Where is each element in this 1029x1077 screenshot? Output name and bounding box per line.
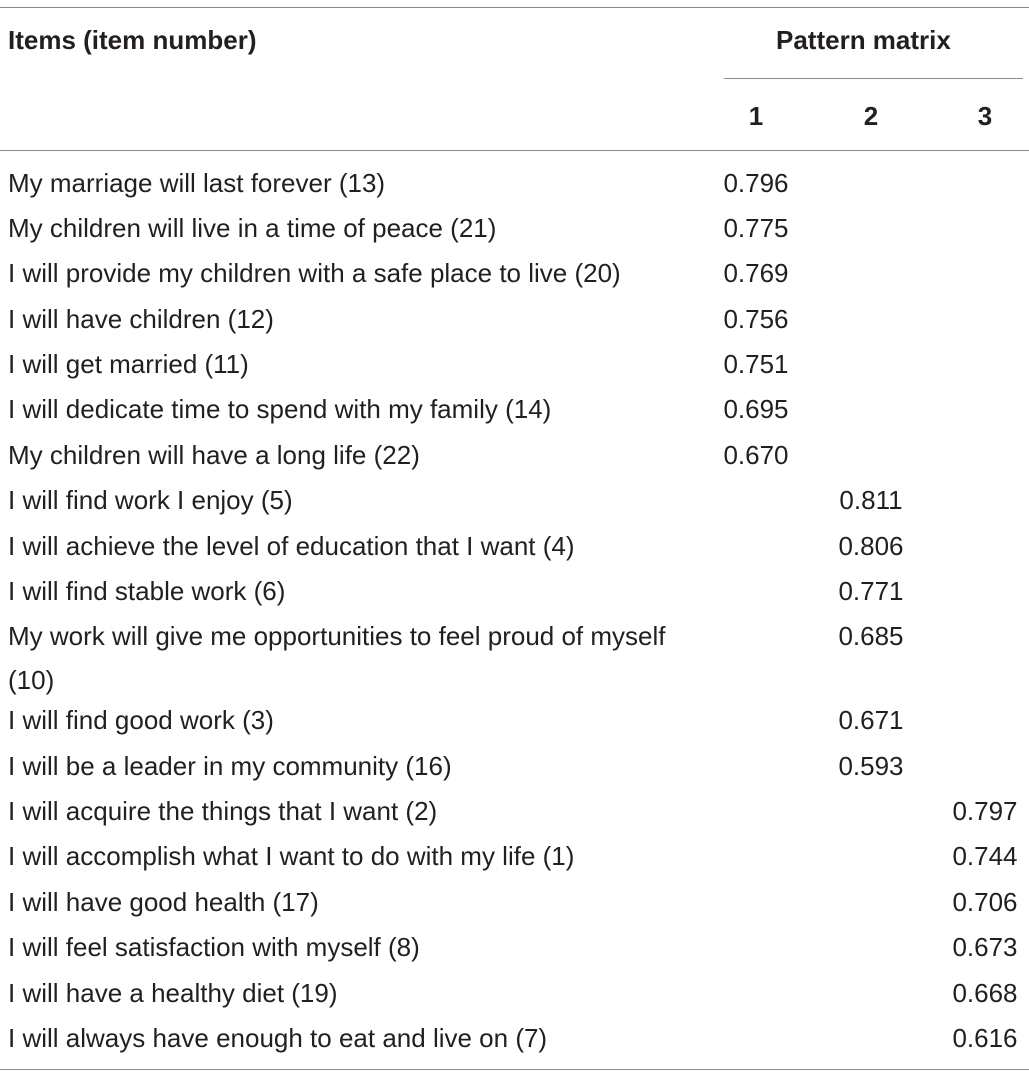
pattern-matrix-header: Pattern matrix — [776, 25, 951, 55]
table-row-item: I will have children (12) — [8, 304, 274, 334]
factor-1-value: 0.751 — [723, 349, 789, 379]
factor-1-value: 0.796 — [723, 168, 789, 198]
factor-3-value: 0.706 — [952, 887, 1018, 917]
table-row-item: My marriage will last forever (13) — [8, 168, 386, 198]
table-row-item: I will always have enough to eat and live on (7) — [8, 1023, 548, 1053]
table-row-item: I will accomplish what I want to do with my life (1) — [8, 841, 575, 871]
bottom-rule — [0, 1069, 1029, 1070]
factor-3-header: 3 — [977, 101, 993, 131]
factor-1-value: 0.769 — [723, 258, 789, 288]
table-row-item: I will be a leader in my community (16) — [8, 751, 452, 781]
factor-2-value: 0.806 — [838, 531, 904, 561]
table-row-item: I will find stable work (6) — [8, 576, 286, 606]
table-row-item: I will have good health (17) — [8, 887, 319, 917]
table-row-item: My work will give me opportunities to feel proud of myself (10) — [8, 621, 666, 695]
table-row-item: I will dedicate time to spend with my family (14) — [8, 394, 552, 424]
table-row-item: My children will have a long life (22) — [8, 440, 420, 470]
factor-3-value: 0.797 — [952, 796, 1018, 826]
top-rule — [0, 7, 1029, 8]
table-row-item: I will achieve the level of education that I want (4) — [8, 531, 575, 561]
factor-2-value: 0.593 — [838, 751, 904, 781]
table-row-item: I will get married (11) — [8, 349, 249, 379]
table-row-item: My children will live in a time of peace (21) — [8, 213, 497, 243]
factor-2-header: 2 — [863, 101, 879, 131]
header-rule — [0, 150, 1029, 151]
factor-2-value: 0.811 — [839, 485, 903, 515]
factor-2-value: 0.771 — [838, 576, 904, 606]
factor-3-value: 0.668 — [952, 978, 1018, 1008]
table-row-item: I will feel satisfaction with myself (8) — [8, 932, 420, 962]
factor-3-value: 0.673 — [952, 932, 1018, 962]
group-rule — [724, 78, 1023, 79]
table-row-item: I will acquire the things that I want (2) — [8, 796, 438, 826]
table-row-item: I will have a healthy diet (19) — [8, 978, 338, 1008]
factor-3-value: 0.616 — [952, 1023, 1018, 1053]
table-row-item: I will find good work (3) — [8, 705, 274, 735]
factor-2-value: 0.685 — [838, 621, 904, 651]
factor-3-value: 0.744 — [952, 841, 1018, 871]
factor-1-value: 0.756 — [723, 304, 789, 334]
factor-1-value: 0.695 — [723, 394, 789, 424]
factor-1-value: 0.670 — [723, 440, 789, 470]
table-row-item: I will provide my children with a safe place to live (20) — [8, 258, 621, 288]
factor-2-value: 0.671 — [838, 705, 904, 735]
items-column-header: Items (item number) — [8, 25, 257, 55]
factor-1-value: 0.775 — [723, 213, 789, 243]
factor-1-header: 1 — [748, 101, 764, 131]
table-row-item: I will find work I enjoy (5) — [8, 485, 293, 515]
